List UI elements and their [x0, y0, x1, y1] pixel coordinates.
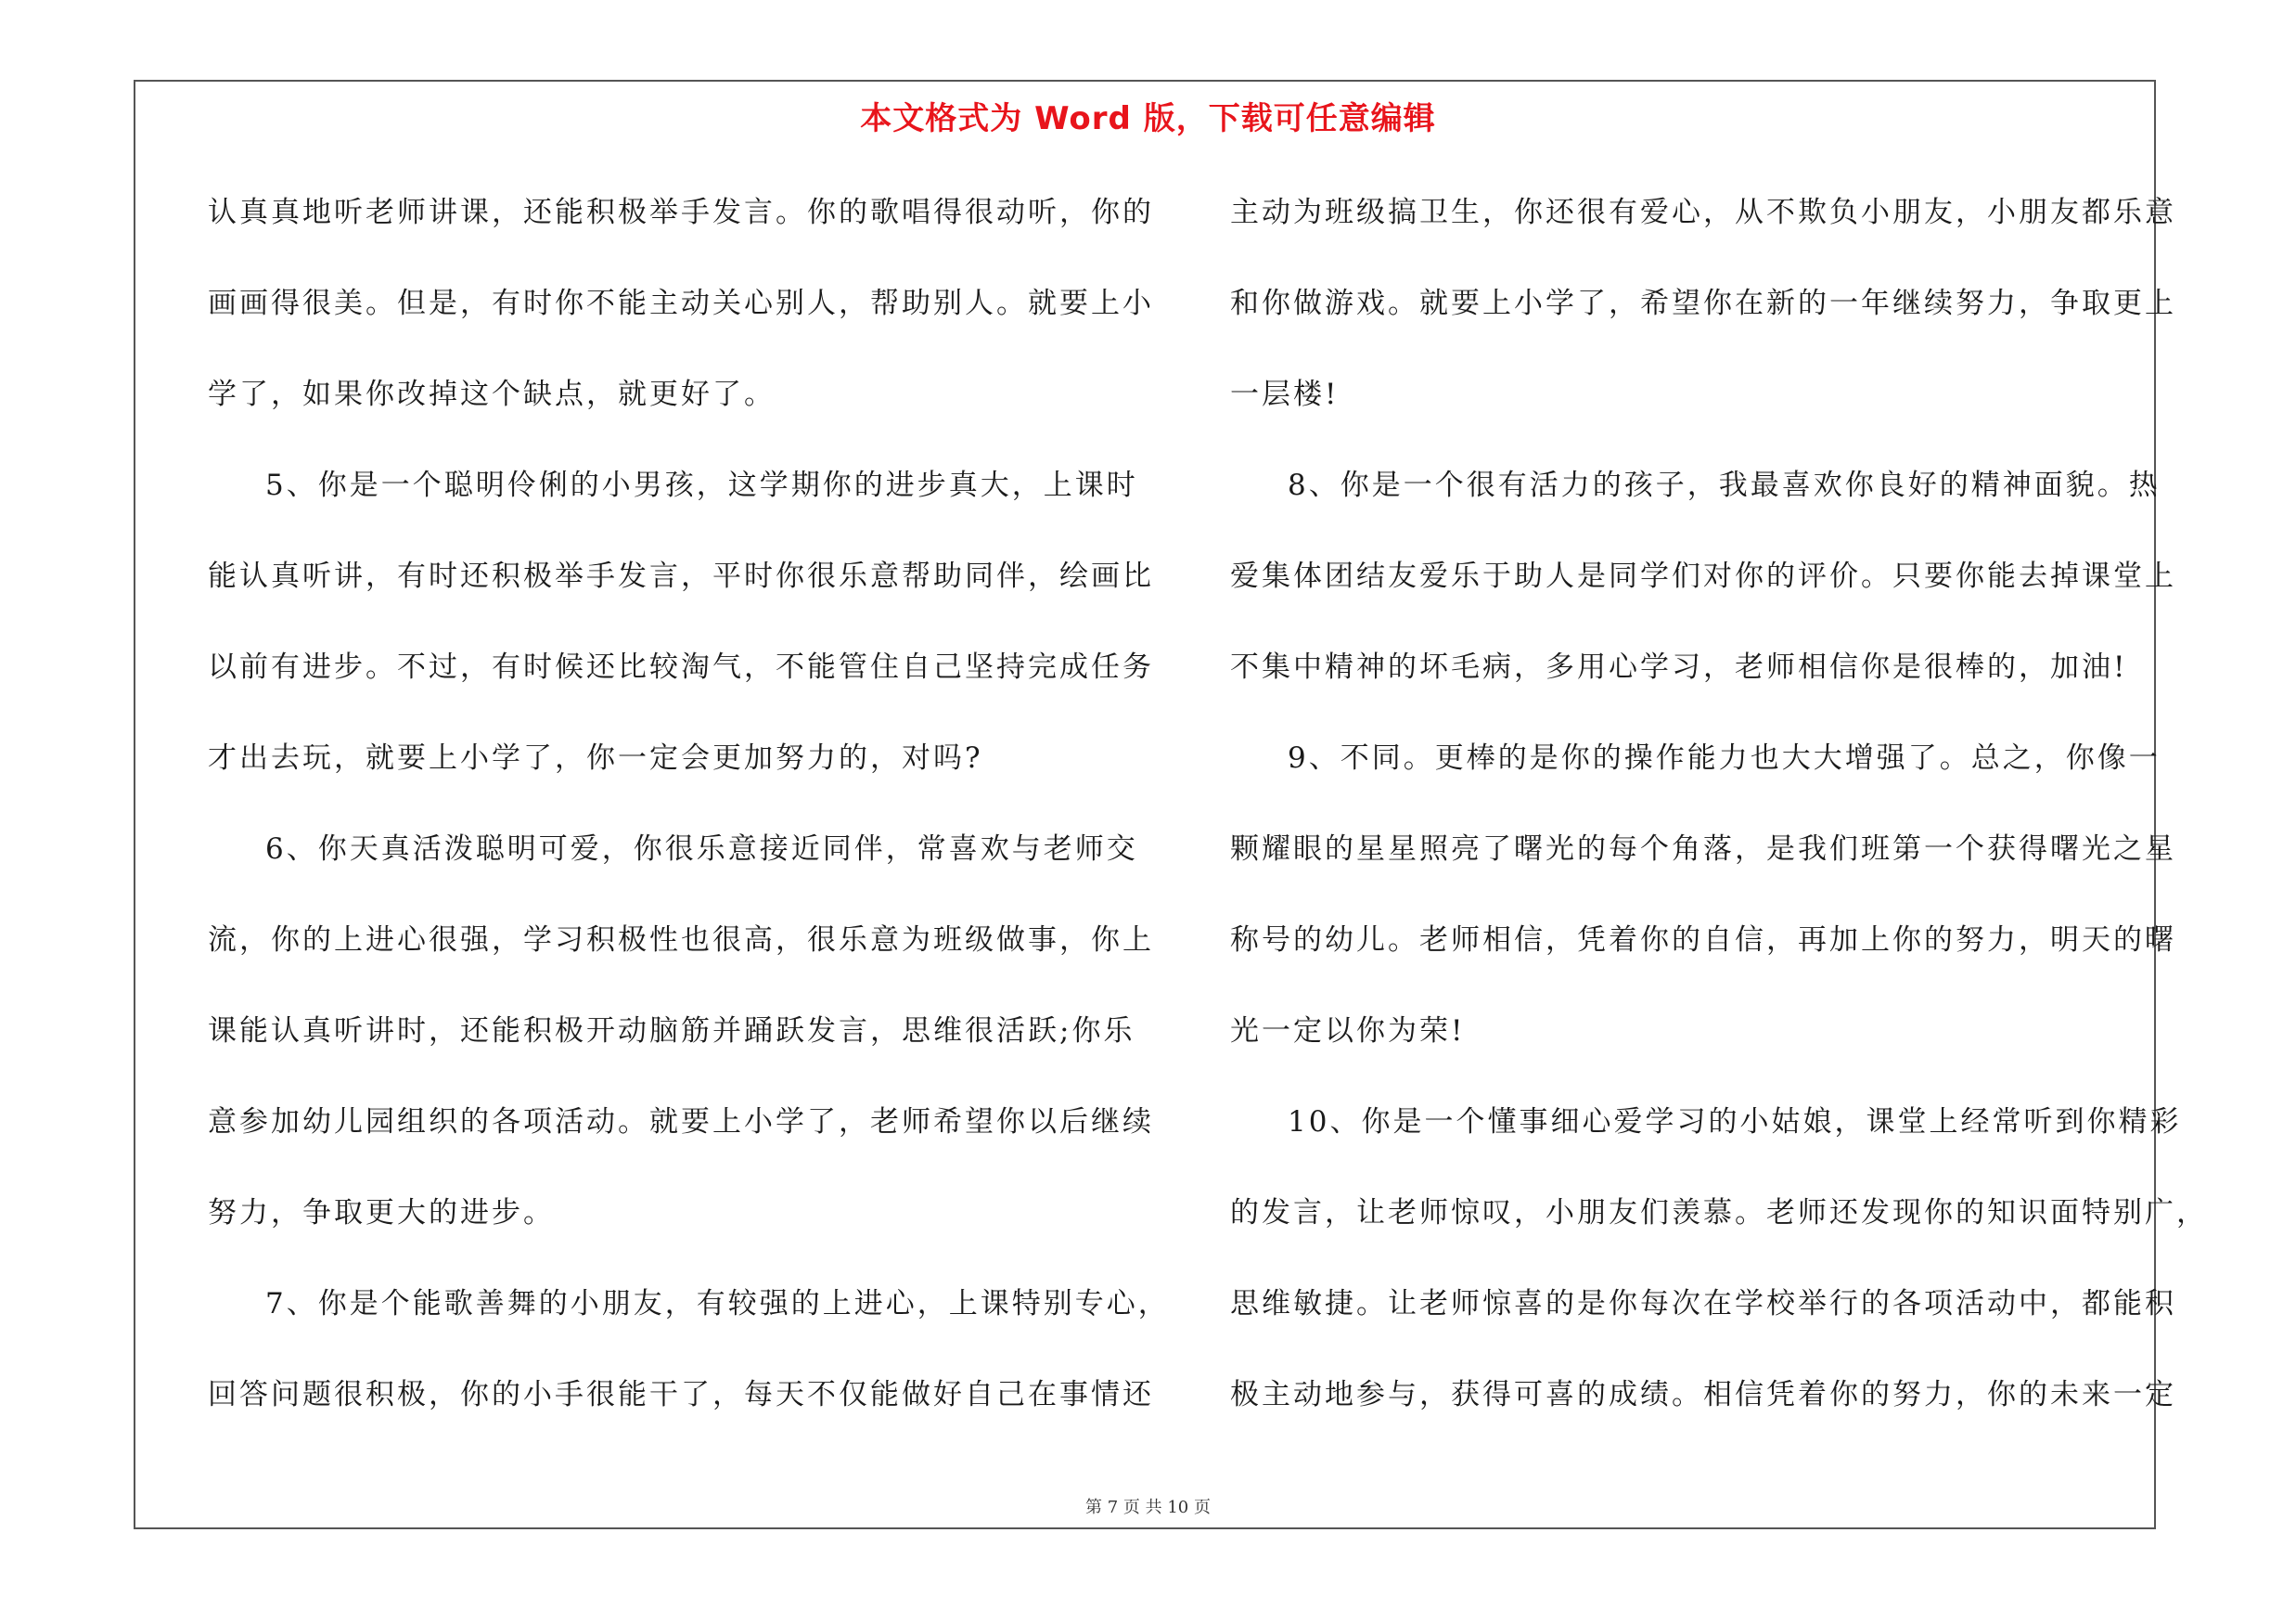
- paragraph-8-start: 8、你是一个很有活力的孩子，我最喜欢你良好的精神面貌。热: [1288, 469, 2161, 502]
- text-line: 颗耀眼的星星照亮了曙光的每个角落，是我们班第一个获得曙光之星: [1230, 832, 2176, 866]
- text-line: 才出去玩，就要上小学了，你一定会更加努力的，对吗?: [208, 741, 983, 775]
- paragraph-7-start: 7、你是个能歌善舞的小朋友，有较强的上进心，上课特别专心，: [265, 1287, 1170, 1320]
- text-line: 学了，如果你改掉这个缺点，就更好了。: [208, 378, 776, 411]
- text-line: 和你做游戏。就要上小学了，希望你在新的一年继续努力，争取更上: [1230, 287, 2176, 320]
- text-line: 认真真地听老师讲课，还能积极举手发言。你的歌唱得很动听，你的: [208, 196, 1154, 229]
- word-format-banner: 本文格式为 Word 版，下载可任意编辑: [860, 100, 1436, 137]
- text-line: 的发言，让老师惊叹，小朋友们羡慕。老师还发现你的知识面特别广，: [1230, 1196, 2208, 1230]
- paragraph-6-start: 6、你天真活泼聪明可爱，你很乐意接近同伴，常喜欢与老师交: [265, 832, 1138, 866]
- paragraph-9-start: 9、不同。更棒的是你的操作能力也大大增强了。总之，你像一: [1288, 741, 2161, 775]
- text-line: 称号的幼儿。老师相信，凭着你的自信，再加上你的努力，明天的曙: [1230, 923, 2176, 957]
- text-line: 爱集体团结友爱乐于助人是同学们对你的评价。只要你能去掉课堂上: [1230, 560, 2176, 593]
- text-line: 以前有进步。不过，有时候还比较淘气，不能管住自己坚持完成任务: [208, 650, 1154, 684]
- text-line: 画画得很美。但是，有时你不能主动关心别人，帮助别人。就要上小: [208, 287, 1154, 320]
- left-text-column: [208, 180, 1170, 1453]
- text-line: 能认真听讲，有时还积极举手发言，平时你很乐意帮助同伴，绘画比: [208, 560, 1154, 593]
- page-number: 第 7 页 共 10 页: [1085, 1498, 1211, 1517]
- text-line: 不集中精神的坏毛病，多用心学习，老师相信你是很棒的，加油!: [1230, 650, 2128, 684]
- text-line: 意参加幼儿园组织的各项活动。就要上小学了，老师希望你以后继续: [208, 1105, 1154, 1139]
- right-text-column: [1230, 180, 2208, 1453]
- text-line: 努力，争取更大的进步。: [208, 1196, 555, 1230]
- paragraph-10-start: 10、你是一个懂事细心爱学习的小姑娘，课堂上经常听到你精彩: [1288, 1105, 2182, 1139]
- text-line: 课能认真听讲时，还能积极开动脑筋并踊跃发言，思维很活跃;你乐: [208, 1014, 1135, 1048]
- text-line: 思维敏捷。让老师惊喜的是你每次在学校举行的各项活动中，都能积: [1230, 1287, 2176, 1320]
- text-line: 回答问题很积极，你的小手很能干了，每天不仅能做好自己在事情还: [208, 1378, 1154, 1411]
- paragraph-5-start: 5、你是一个聪明伶俐的小男孩，这学期你的进步真大，上课时: [265, 469, 1138, 502]
- text-line: 主动为班级搞卫生，你还很有爱心，从不欺负小朋友，小朋友都乐意: [1230, 196, 2176, 229]
- text-line: 一层楼!: [1230, 378, 1340, 411]
- text-line: 流，你的上进心很强，学习积极性也很高，很乐意为班级做事，你上: [208, 923, 1154, 957]
- text-line: 光一定以你为荣!: [1230, 1014, 1466, 1048]
- text-line: 极主动地参与，获得可喜的成绩。相信凭着你的努力，你的未来一定: [1230, 1378, 2176, 1411]
